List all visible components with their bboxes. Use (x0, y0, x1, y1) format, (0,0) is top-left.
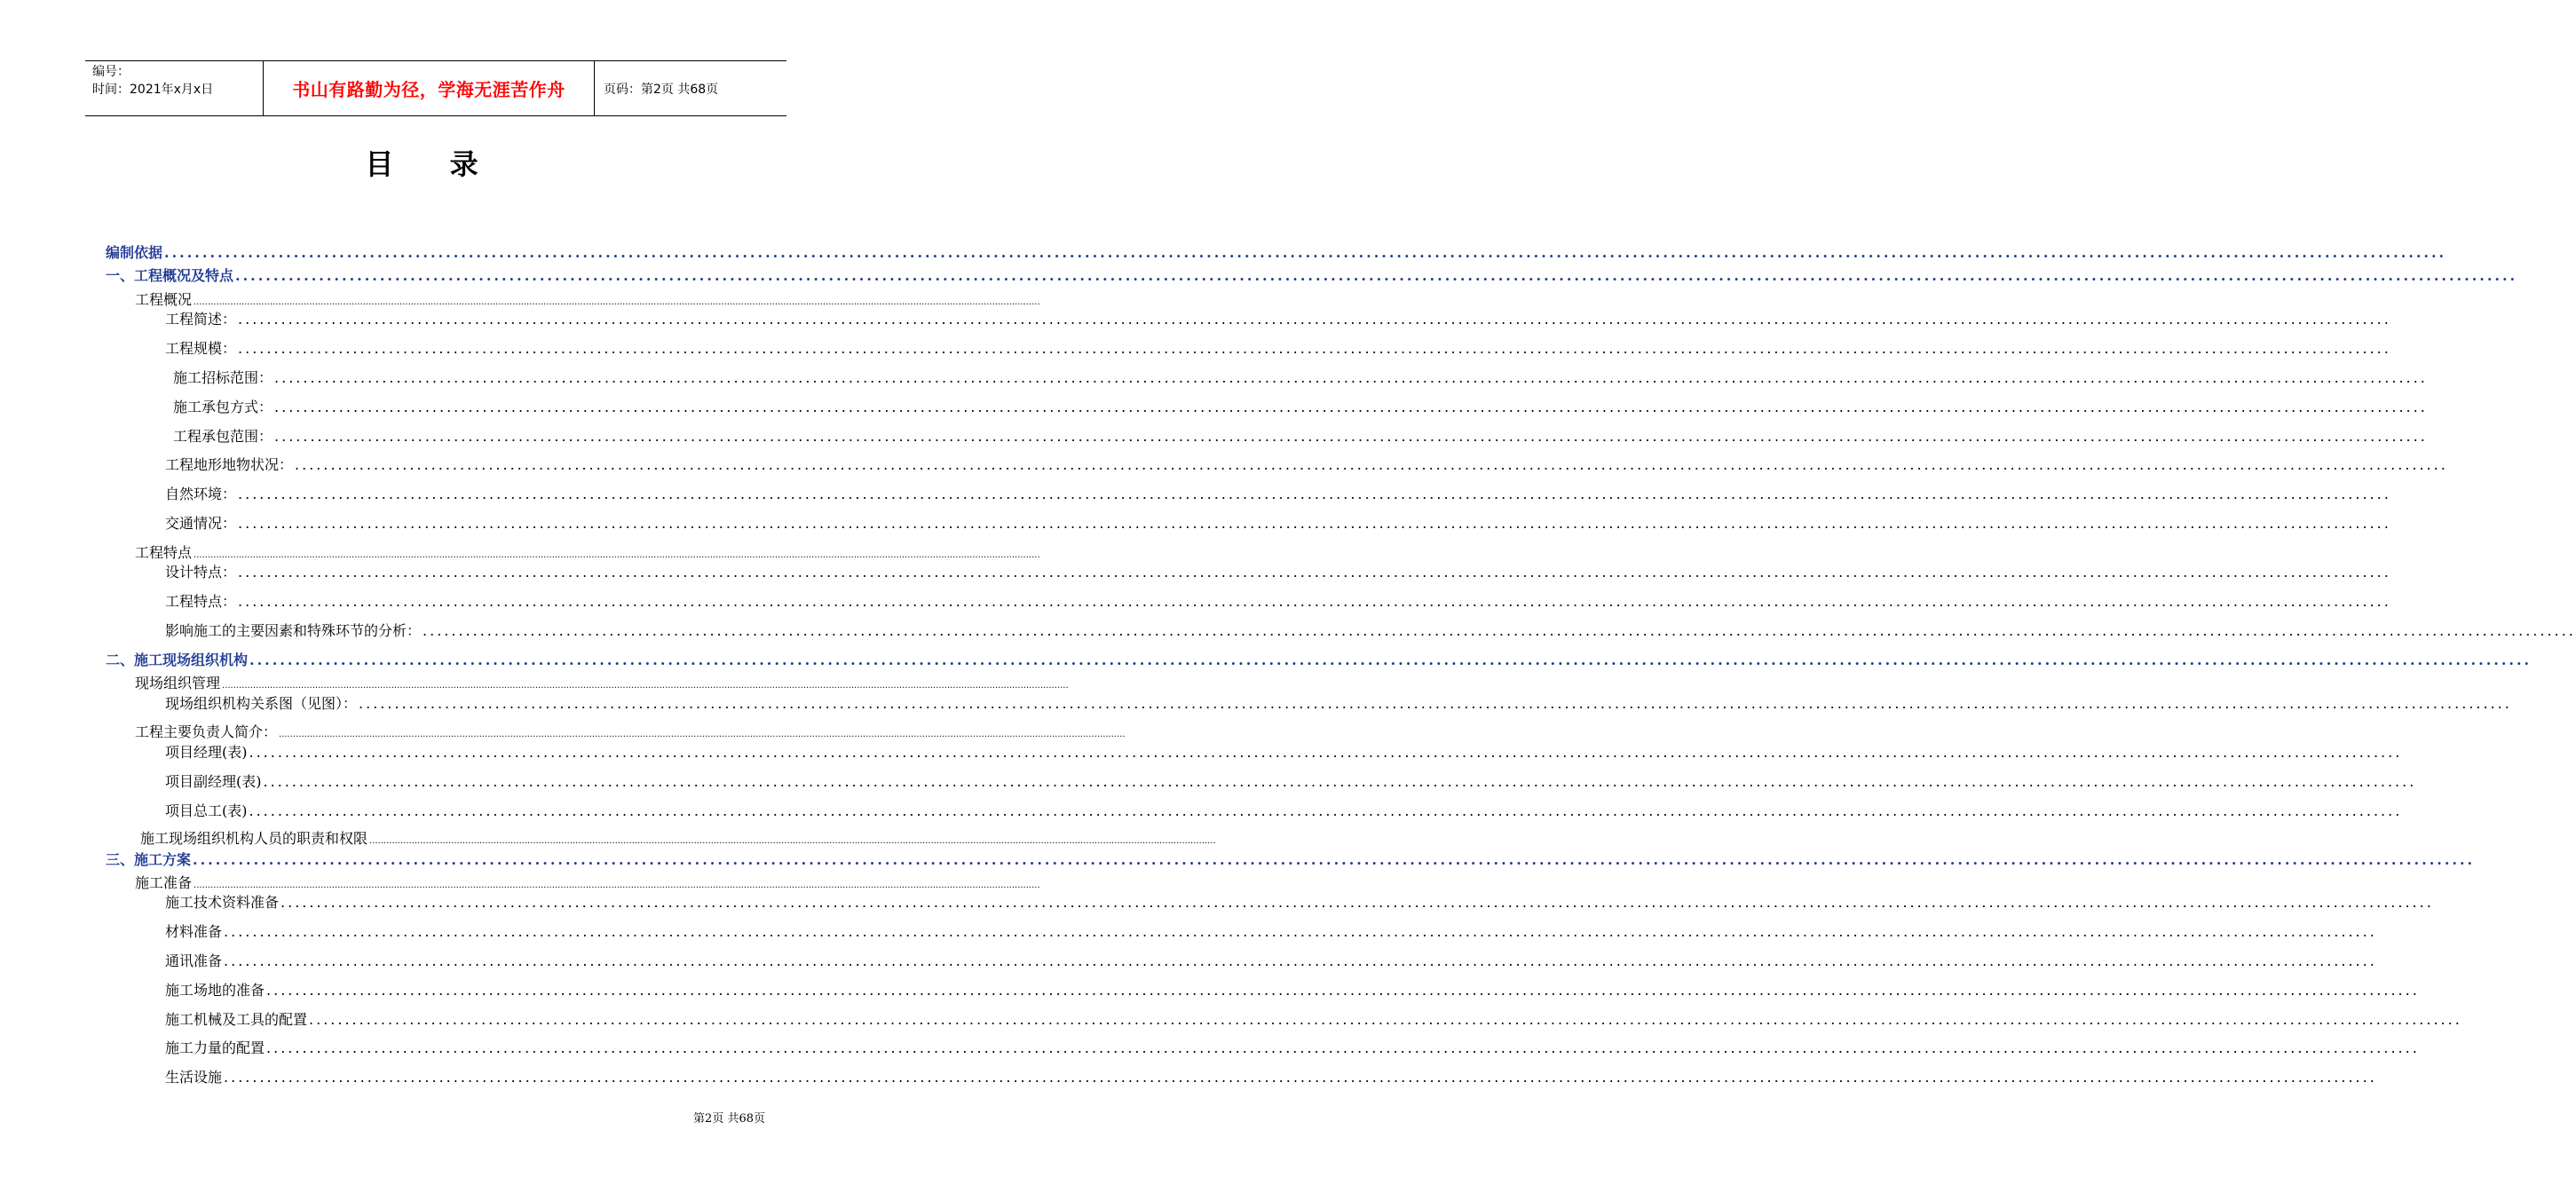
toc-entry[interactable] (135, 672, 1069, 693)
toc-leader: ............................................................................................................................................................................................................................................................................................................ (238, 311, 2391, 328)
toc-entry[interactable] (165, 950, 2377, 971)
toc-entry[interactable] (165, 620, 2576, 641)
header-left-cell (85, 61, 264, 115)
toc-entry-label: 工程概况 (135, 291, 193, 308)
toc-leader: ............................................................................................................................................................................................................................................................................................................ (235, 267, 2518, 284)
toc-entry-label: 施工机械及工具的配置 (165, 1011, 308, 1028)
toc-entry-label: 施工技术资料准备 (165, 894, 280, 911)
toc-entry-label: 现场组织机构关系图（见图）： (165, 695, 358, 712)
toc-leader: ............................................................................................................................................................................................................................................................................................................ (266, 1039, 2420, 1056)
toc-leader: ............................................................................................................................................................................................................................................................................................................ (279, 730, 1126, 739)
toc-leader: ............................................................................................................................................................................................................................................................................................................ (423, 622, 2576, 639)
toc-entry-label: 二、施工现场组织机构 (106, 652, 249, 668)
toc-entry[interactable] (165, 483, 2391, 504)
toc-entry[interactable] (165, 1037, 2420, 1058)
toc-entry[interactable] (165, 590, 2391, 612)
time-label: 时间：2021年x月x日 (92, 83, 214, 97)
toc-leader: ............................................................................................................................................................................................................................................................................................................ (224, 923, 2377, 940)
toc-entry[interactable] (165, 1066, 2377, 1087)
toc-entry-label: 编制依据 (106, 244, 163, 261)
toc-entry-label: 工程特点 (135, 544, 193, 561)
toc-entry-label: 施工力量的配置 (165, 1039, 265, 1056)
toc-entry-label: 工程简述： (165, 311, 237, 328)
toc-leader: ............................................................................................................................................................................................................................................................................................................ (238, 564, 2391, 581)
toc-leader: ............................................................................................................................................................................................................................................................................................................ (194, 550, 1040, 560)
toc-entry-label: 一、工程概况及特点 (106, 267, 234, 284)
toc-entry[interactable] (165, 770, 2417, 792)
toc-entry-label: 施工承包方式： (173, 399, 273, 415)
toc-entry-label: 交通情况： (165, 515, 237, 532)
toc-entry-label: 工程承包范围： (173, 428, 273, 445)
toc-leader: ............................................................................................................................................................................................................................................................................................................ (193, 851, 2476, 868)
toc-entry[interactable] (165, 920, 2377, 942)
motto: 书山有路勤为径，学海无涯苦作舟 (264, 61, 595, 115)
toc-entry[interactable] (135, 872, 1040, 893)
toc-entry[interactable] (165, 979, 2420, 1000)
toc-leader: ............................................................................................................................................................................................................................................................................................................ (222, 681, 1069, 691)
toc-leader: ............................................................................................................................................................................................................................................................................................................ (194, 297, 1040, 307)
toc-leader: ............................................................................................................................................................................................................................................................................................................ (238, 515, 2391, 532)
toc-leader: ............................................................................................................................................................................................................................................................................................................ (274, 369, 2428, 386)
toc-entry[interactable] (165, 337, 2391, 359)
toc-entry-label: 材料准备 (165, 923, 223, 940)
toc-leader: ............................................................................................................................................................................................................................................................................................................ (249, 802, 2403, 819)
toc-entry-label: 影响施工的主要因素和特殊环节的分析： (165, 622, 422, 639)
toc-entry-label: 工程主要负责人简介： (135, 723, 278, 740)
toc-leader: ............................................................................................................................................................................................................................................................................................................ (249, 744, 2403, 761)
toc-leader: ............................................................................................................................................................................................................................................................................................................ (238, 486, 2391, 502)
toc-entry-label: 工程特点： (165, 593, 237, 610)
toc-entry-label: 三、施工方案 (106, 851, 192, 868)
toc-leader: ............................................................................................................................................................................................................................................................................................................ (266, 982, 2420, 999)
toc-leader: ............................................................................................................................................................................................................................................................................................................ (359, 695, 2512, 712)
header-table (85, 60, 786, 116)
toc-entry-label: 现场组织管理 (135, 675, 221, 691)
toc-entry[interactable] (165, 1008, 2462, 1030)
toc-leader: ............................................................................................................................................................................................................................................................................................................ (164, 244, 2447, 261)
toc-entry[interactable] (173, 367, 2428, 388)
toc-leader: ............................................................................................................................................................................................................................................................................................................ (309, 1011, 2462, 1028)
toc-entry-label: 项目副经理(表) (165, 773, 262, 790)
toc-entry-label: 设计特点： (165, 564, 237, 581)
toc-entry[interactable] (135, 288, 1040, 310)
toc-leader: ............................................................................................................................................................................................................................................................................................................ (194, 881, 1040, 890)
toc-entry[interactable] (173, 425, 2428, 446)
toc-entry-label: 项目总工(表) (165, 802, 248, 819)
page-footer: 第2页 共68页 (693, 1112, 765, 1126)
toc-entry-label: 施工准备 (135, 874, 193, 891)
toc-leader: ............................................................................................................................................................................................................................................................................................................ (224, 952, 2377, 969)
number-label: 编号： (92, 65, 130, 79)
toc-leader: ............................................................................................................................................................................................................................................................................................................ (274, 428, 2428, 445)
toc-leader: ............................................................................................................................................................................................................................................................................................................ (224, 1069, 2377, 1086)
toc-leader: ............................................................................................................................................................................................................................................................................................................ (369, 836, 1216, 846)
toc-leader: ............................................................................................................................................................................................................................................................................................................ (281, 894, 2434, 911)
toc-entry-label: 通讯准备 (165, 952, 223, 969)
page-info: 页码：第2页 共68页 (604, 82, 719, 97)
toc-entry[interactable] (135, 721, 1126, 742)
toc-entry[interactable] (106, 649, 2533, 670)
toc-entry[interactable] (165, 512, 2391, 533)
toc-entry[interactable] (173, 396, 2428, 417)
toc-leader: ............................................................................................................................................................................................................................................................................................................ (274, 399, 2428, 415)
page-title: 目 录 (365, 147, 502, 181)
toc-entry[interactable] (165, 891, 2434, 913)
toc-entry[interactable] (165, 741, 2403, 762)
toc-entry[interactable] (165, 308, 2391, 329)
toc-entry[interactable] (165, 561, 2391, 582)
toc-entry[interactable] (106, 265, 2518, 286)
toc-entry-label: 项目经理(表) (165, 744, 248, 761)
toc-leader: ............................................................................................................................................................................................................................................................................................................ (249, 652, 2533, 668)
toc-entry-label: 施工现场组织机构人员的职责和权限 (140, 830, 368, 847)
toc-entry-label: 自然环境： (165, 486, 237, 502)
toc-leader: ............................................................................................................................................................................................................................................................................................................ (238, 593, 2391, 610)
toc-entry-label: 施工场地的准备 (165, 982, 265, 999)
toc-entry-label: 施工招标范围： (173, 369, 273, 386)
toc-leader: ............................................................................................................................................................................................................................................................................................................ (295, 456, 2448, 473)
toc-entry-label: 工程地形地物状况： (165, 456, 294, 473)
toc-entry[interactable] (165, 454, 2448, 475)
toc-entry[interactable] (165, 692, 2512, 714)
toc-entry[interactable] (106, 241, 2447, 263)
toc-leader: ............................................................................................................................................................................................................................................................................................................ (238, 340, 2391, 357)
toc-entry[interactable] (165, 800, 2403, 821)
toc-entry[interactable] (140, 827, 1216, 849)
toc-leader: ............................................................................................................................................................................................................................................................................................................ (263, 773, 2417, 790)
toc-entry[interactable] (135, 541, 1040, 563)
toc-entry-label: 工程规模： (165, 340, 237, 357)
toc-entry-label: 生活设施 (165, 1069, 223, 1086)
toc-entry[interactable] (106, 849, 2476, 870)
